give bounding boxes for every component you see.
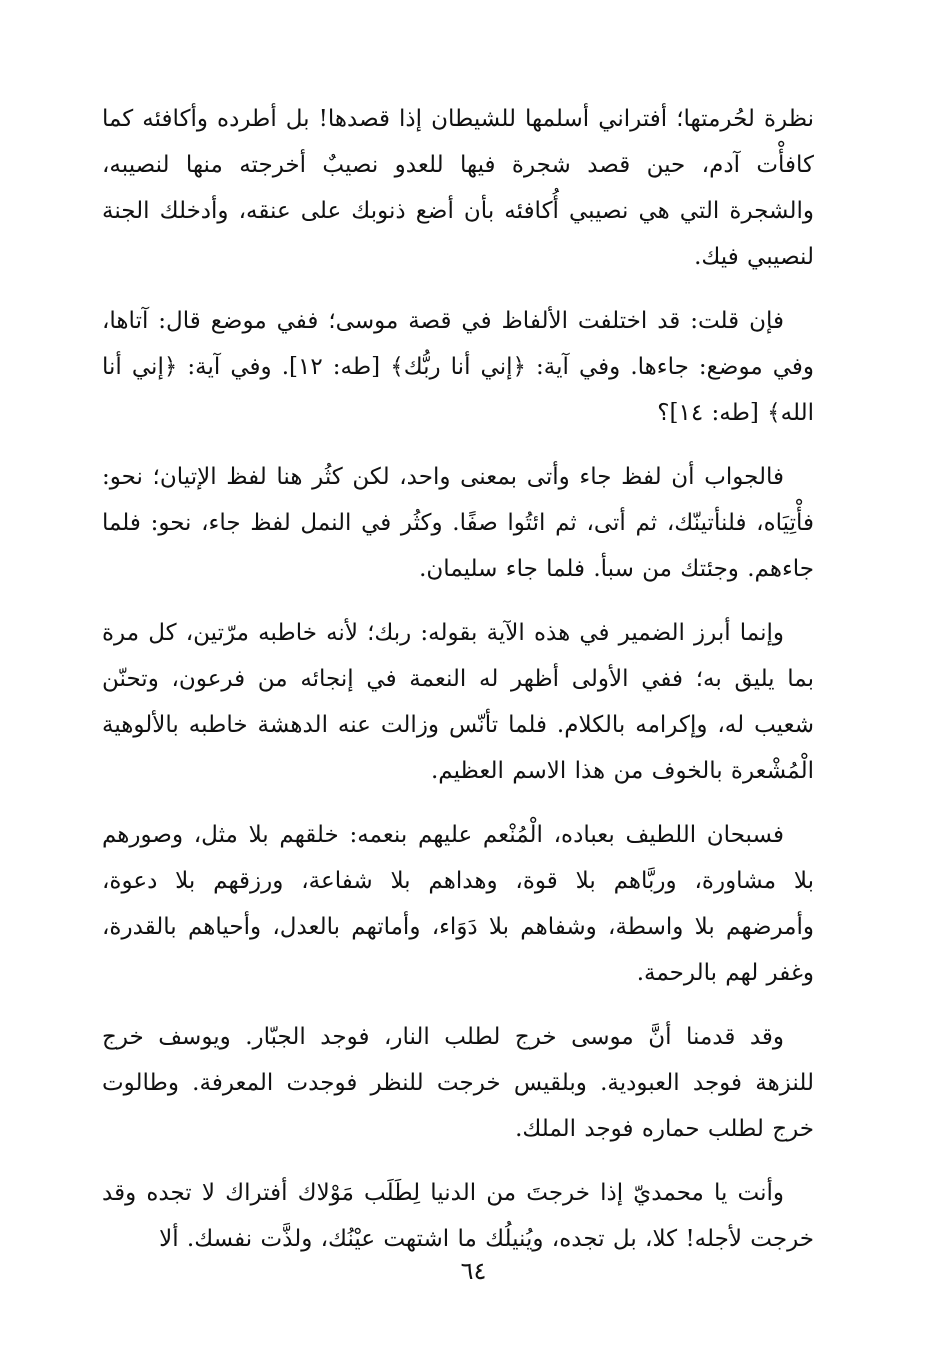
- paragraph-6: وقد قدمنا أنَّ موسى خرج لطلب النار، فوجد الجبّار. ويوسف خرج للنزهة فوجد العبودية. وبلقيس خرجت للنظر فوجدت المعرفة. وطالوت خرج لطلب حماره فوجد الملك.: [102, 1024, 814, 1142]
- paragraph-4: وإنما أبرز الضمير في هذه الآية بقوله: ربك؛ لأنه خاطبه مرّتين، كل مرة بما يليق به؛ ففي الأولى أظهر له النعمة في إنجائه من فرعون، وتحنّن شعيب له، وإكرامه بالكلام. فلما تأنّس وزالت عنه الدهشة خاطبه بالألوهية الْمُشْعرة بالخوف من هذا الاسم العظيم.: [102, 620, 814, 784]
- paragraph-7: وأنت يا محمديّ إذا خرجتَ من الدنيا لِطَلَب مَوْلاك أفتراك لا تجده وقد خرجت لأجله! كلا، بل تجده، ويُنيلُك ما اشتهت عيْنُك، ولذَّت نفسك. ألا: [102, 1180, 814, 1252]
- page-number: ٦٤: [460, 1257, 487, 1285]
- paragraph-5: فسبحان اللطيف بعباده، الْمُنْعم عليهم بنعمه: خلقهم بلا مثل، وصورهم بلا مشاورة، وربَّاهم بلا قوة، وهداهم بلا شفاعة، ورزقهم بلا دعوة، وأمرضهم بلا واسطة، وشفاهم بلا دَوَاء، وأماتهم بالعدل، وأحياهم بالقدرة، وغفر لهم بالرحمة.: [102, 822, 814, 986]
- page-body: [102, 96, 814, 1280]
- paragraph-1: نظرة لحُرمتها؛ أفتراني أسلمها للشيطان إذا قصدها! بل أطرده وأكافئه كما كافأْت آدم، حين قصد شجرة فيها للعدو نصيبٌ أخرجته منها لنصيبه، والشجرة التي هي نصيبي أُكافئه بأن أضع ذنوبك على عنقه، وأدخلك الجنة لنصيبي فيك.: [102, 106, 814, 270]
- paragraph-3: فالجواب أن لفظ جاء وأتى بمعنى واحد، لكن كثُر هنا لفظ الإتيان؛ نحو: فأْتِيَاه، فلنأتينّك، ثم أتى، ثم ائتُوا صفًا. وكثُر في النمل لفظ جاء، نحو: فلما جاءهم. وجئتك من سبأ. فلما جاء سليمان.: [102, 464, 814, 582]
- paragraph-2: فإن قلت: قد اختلفت الألفاظ في قصة موسى؛ ففي موضع قال: آتاها، وفي موضع: جاءها. وفي آية: ﴿إني أنا ربُّك﴾ [طه: ١٢]. وفي آية: ﴿إني أنا الله﴾ [طه: ١٤]؟: [102, 308, 814, 426]
